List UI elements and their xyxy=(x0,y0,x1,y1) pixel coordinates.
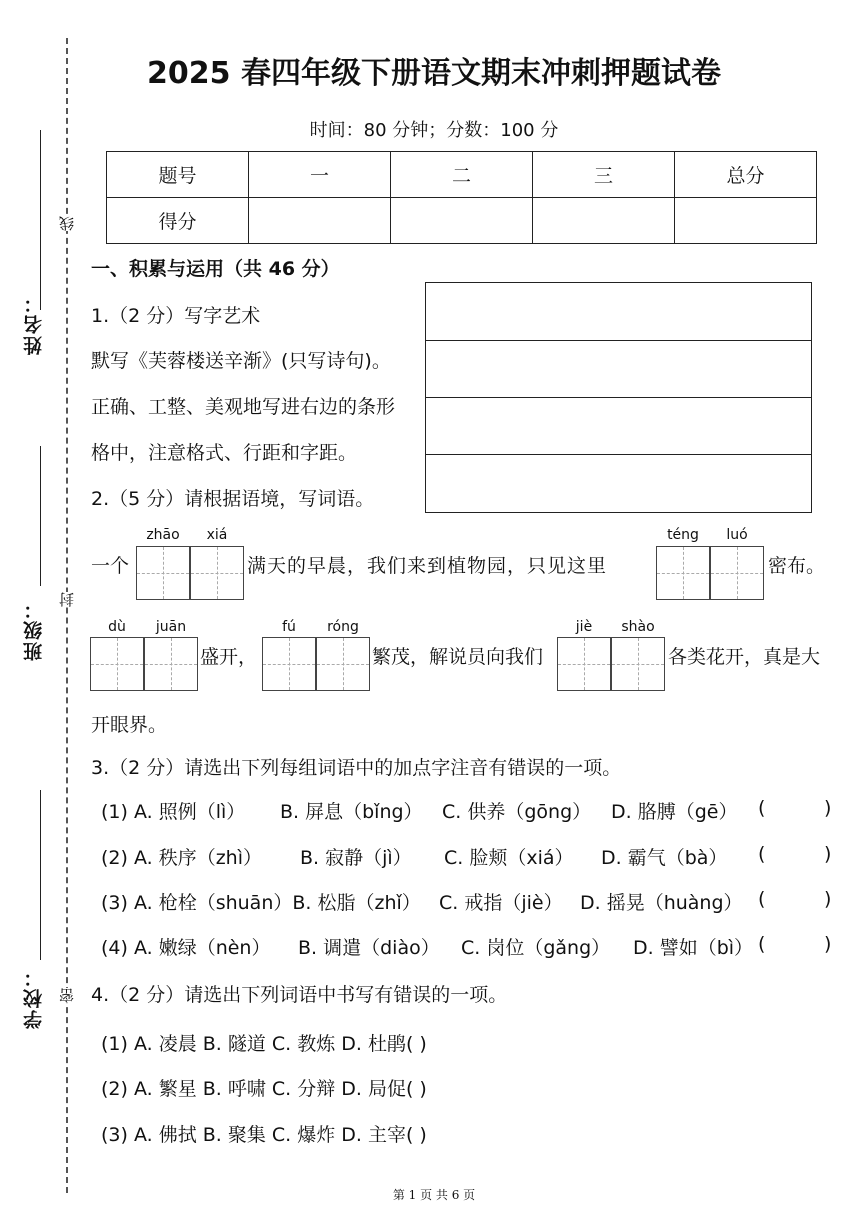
binding-dashed-line xyxy=(66,38,68,1193)
tian-grid-cell[interactable] xyxy=(136,546,190,600)
class-write-line xyxy=(40,446,41,586)
q4-row: (1) A. 凌晨 B. 隧道 C. 教炼 D. 杜鹃( ) xyxy=(101,1033,427,1055)
pinyin-label: dù xyxy=(108,619,126,635)
q2-text: 满天的早晨，我们来到植物园，只见这里 xyxy=(247,555,608,577)
q3-option: C. 戒指（jiè） xyxy=(439,892,563,914)
q1-text-line: 格中，注意格式、行距和字距。 xyxy=(91,442,358,464)
writing-row-divider xyxy=(426,454,811,455)
pinyin-label: róng xyxy=(327,619,359,635)
score-table xyxy=(106,151,817,244)
q3-option: (3) A. 枪栓（shuān）B. 松脂（zhǐ） xyxy=(101,892,421,914)
score-header-cell: 二 xyxy=(391,152,533,198)
tian-grid-cell[interactable] xyxy=(262,637,316,691)
seal-char-seal: 封 xyxy=(58,592,76,607)
class-label: 班级： xyxy=(23,598,45,661)
score-table-header-row xyxy=(107,152,817,198)
q3-option: B. 调遣（diào） xyxy=(298,937,440,959)
score-cell[interactable] xyxy=(675,198,817,244)
answer-paren-open: ( xyxy=(758,888,766,910)
tian-grid-cell[interactable] xyxy=(144,637,198,691)
pinyin-label: xiá xyxy=(206,527,228,543)
q3-option: C. 岗位（gǎng） xyxy=(461,937,611,959)
q3-option: B. 屏息（bǐng） xyxy=(280,801,423,823)
q2-text: 繁茂，解说员向我们 xyxy=(372,646,544,668)
q3-option: D. 譬如（bì） xyxy=(633,937,754,959)
answer-paren-open: ( xyxy=(758,797,766,819)
school-label: 学校： xyxy=(23,966,45,1029)
q2-text: 开眼界。 xyxy=(91,714,168,736)
score-header-cell: 题号 xyxy=(107,152,249,198)
q3-option: (4) A. 嫩绿（nèn） xyxy=(101,937,271,959)
writing-row-divider xyxy=(426,340,811,341)
exam-subtitle: 时间：80 分钟；分数：100 分 xyxy=(309,120,559,141)
q3-option: C. 脸颊（xiá） xyxy=(444,847,574,869)
tian-grid-cell[interactable] xyxy=(316,637,370,691)
answer-paren-open: ( xyxy=(758,843,766,865)
pinyin-label: shào xyxy=(621,619,655,635)
q4-row: (3) A. 佛拭 B. 聚集 C. 爆炸 D. 主宰( ) xyxy=(101,1124,427,1146)
score-header-cell: 总分 xyxy=(675,152,817,198)
score-row-label: 得分 xyxy=(107,198,249,244)
q2-text: 一个 xyxy=(91,555,130,577)
poem-writing-box[interactable] xyxy=(425,282,812,513)
q2-text: 各类花开，真是大 xyxy=(668,646,821,668)
score-header-cell: 三 xyxy=(533,152,675,198)
answer-paren-close: ) xyxy=(824,933,832,955)
q3-option: D. 胳膊（gē） xyxy=(611,801,738,823)
q3-option: (1) A. 照例（lì） xyxy=(101,801,246,823)
score-header-cell: 一 xyxy=(249,152,391,198)
tian-grid-cell[interactable] xyxy=(656,546,710,600)
q1-text-line: 默写《芙蓉楼送辛渐》(只写诗句)。 xyxy=(91,350,391,372)
answer-paren-close: ) xyxy=(824,888,832,910)
page-footer: 第 1 页 共 6 页 xyxy=(392,1188,476,1202)
score-cell[interactable] xyxy=(249,198,391,244)
seal-char-line: 线 xyxy=(58,216,76,231)
name-write-line xyxy=(40,130,41,310)
q2-title: 2.（5 分）请根据语境，写词语。 xyxy=(91,488,375,510)
tian-grid-cell[interactable] xyxy=(710,546,764,600)
answer-paren-close: ) xyxy=(824,843,832,865)
q3-option: C. 供养（gōng） xyxy=(442,801,592,823)
tian-grid-cell[interactable] xyxy=(611,637,665,691)
pinyin-label: fú xyxy=(282,619,296,635)
seal-char-secret: 密 xyxy=(58,988,76,1003)
pinyin-label: juān xyxy=(155,619,187,635)
name-label: 姓名： xyxy=(23,292,45,355)
q4-row: (2) A. 繁星 B. 呼啸 C. 分辩 D. 局促( ) xyxy=(101,1078,427,1100)
q3-option: (2) A. 秩序（zhì） xyxy=(101,847,262,869)
q1-title: 1.（2 分）写字艺术 xyxy=(91,305,261,327)
score-cell[interactable] xyxy=(391,198,533,244)
pinyin-label: luó xyxy=(726,527,748,543)
q3-title: 3.（2 分）请选出下列每组词语中的加点字注音有错误的一项。 xyxy=(91,757,622,779)
q2-text: 盛开， xyxy=(200,646,258,668)
q1-text-line: 正确、工整、美观地写进右边的条形 xyxy=(91,396,396,418)
q4-title: 4.（2 分）请选出下列词语中书写有错误的一项。 xyxy=(91,984,508,1006)
exam-title: 2025 春四年级下册语文期末冲刺押题试卷 xyxy=(147,56,721,91)
q2-text: 密布。 xyxy=(768,555,826,577)
tian-grid-cell[interactable] xyxy=(90,637,144,691)
q3-option: D. 摇晃（huàng） xyxy=(580,892,743,914)
pinyin-label: zhāo xyxy=(146,527,180,543)
tian-grid-cell[interactable] xyxy=(190,546,244,600)
writing-row-divider xyxy=(426,397,811,398)
pinyin-label: téng xyxy=(667,527,699,543)
school-write-line xyxy=(40,790,41,960)
section-1-title: 一、积累与运用（共 46 分） xyxy=(91,258,340,280)
score-table-score-row xyxy=(107,198,817,244)
pinyin-label: jiè xyxy=(575,619,593,635)
answer-paren-close: ) xyxy=(824,797,832,819)
tian-grid-cell[interactable] xyxy=(557,637,611,691)
score-cell[interactable] xyxy=(533,198,675,244)
answer-paren-open: ( xyxy=(758,933,766,955)
q3-option: D. 霸气（bà） xyxy=(601,847,728,869)
q3-option: B. 寂静（jì） xyxy=(300,847,412,869)
